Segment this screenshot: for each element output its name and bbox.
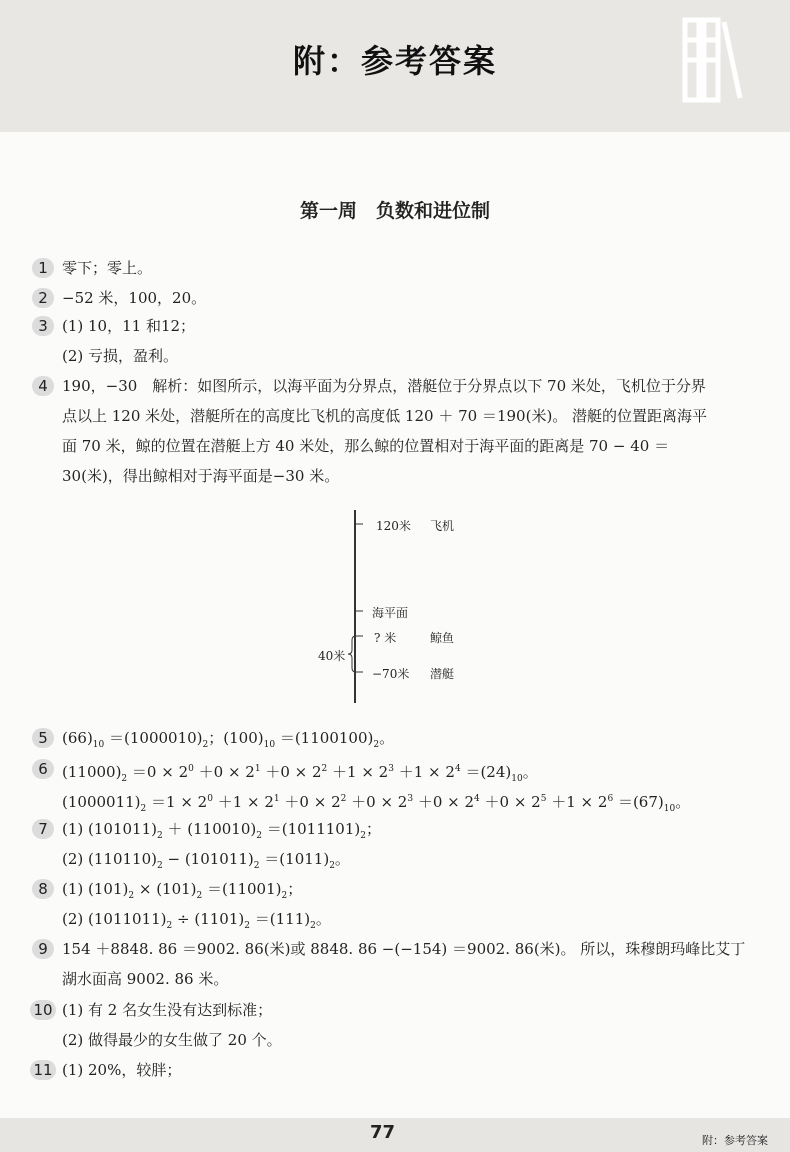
subscript: 2 — [140, 804, 147, 814]
answer-text: 。 — [334, 850, 350, 868]
subscript: 10 — [92, 740, 105, 750]
subscript: 2 — [253, 861, 260, 871]
answer-text: (1) 10，11 和12； — [62, 317, 196, 335]
answer-line — [62, 1000, 272, 1020]
subscript: 2 — [166, 921, 173, 931]
answer-line — [62, 376, 706, 396]
answer-line — [62, 406, 707, 426]
answer-text: (2) (110110) — [62, 850, 157, 868]
answer-text: (1) (101) — [62, 880, 129, 898]
subscript: 2 — [329, 861, 335, 871]
answer-text: (1) (101011) — [62, 820, 157, 838]
answer-text: ＋1 × 2 — [327, 763, 389, 781]
superscript: 2 — [321, 764, 328, 774]
answer-text: 190，−30 解析：如图所示，以海平面为分界点，潜艇位于分界点以下 70 米处，飞机位于分界 — [62, 377, 706, 395]
superscript: 4 — [454, 764, 461, 774]
answer-text: ＋0 × 2 — [260, 763, 322, 781]
answer-text: ＋0 × 2 — [346, 793, 408, 811]
answer-text: (2) (1011011) — [62, 910, 167, 928]
answer-line — [62, 789, 690, 819]
answer-line — [62, 316, 195, 336]
answer-number: 3 — [32, 316, 54, 336]
sea-level-label: 海平面 — [372, 606, 409, 620]
superscript: 3 — [407, 794, 414, 804]
subscript: 2 — [281, 891, 288, 901]
answer-text: − (101011) — [162, 850, 254, 868]
section-title: 第一周 负数和进位制 — [299, 200, 490, 222]
whale-height: ? 米 — [374, 631, 397, 645]
superscript: 6 — [607, 794, 614, 804]
answer-text: ＝(24) — [460, 763, 512, 781]
subscript: 2 — [373, 740, 380, 750]
answer-text: (2) 亏损，盈利。 — [62, 347, 179, 365]
submarine-height: −70米 — [372, 667, 410, 681]
superscript: 1 — [273, 794, 280, 804]
answer-number: 10 — [30, 1000, 56, 1020]
answer-number: 4 — [32, 376, 54, 396]
answer-text: ＝1 × 2 — [146, 793, 208, 811]
answer-text: 30(米)，得出鲸相对于海平面是−30 米。 — [62, 467, 340, 485]
answer-text: (2) 做得最少的女生做了 20 个。 — [62, 1031, 282, 1049]
answer-text: ＋0 × 2 — [193, 763, 255, 781]
subscript: 10 — [263, 740, 276, 750]
answer-line — [62, 819, 381, 846]
answer-text: ＋1 × 2 — [546, 793, 608, 811]
answer-text: (66) — [62, 729, 93, 747]
answer-text: ＝0 × 2 — [127, 763, 189, 781]
answer-text: ＝(1100100) — [275, 729, 374, 747]
answer-line — [62, 969, 228, 989]
answer-line — [62, 849, 350, 876]
plane-label: 飞机 — [430, 519, 455, 533]
answer-line — [62, 466, 339, 486]
answer-number: 1 — [32, 258, 54, 278]
answer-line — [62, 436, 669, 456]
answer-text: 154 ＋8848. 86 ＝9002. 86(米)或 8848. 86 −(−154) ＝9002. 86(米)。 所以，珠穆朗玛峰比艾丁 — [62, 940, 746, 958]
answer-text: ＋0 × 2 — [479, 793, 541, 811]
answer-text: × (101) — [134, 880, 197, 898]
answer-text: (1) 有 2 名女生没有达到标准； — [62, 1001, 273, 1019]
answer-text: ＝(1011101) — [261, 820, 361, 838]
answer-text: ＝(11001) — [202, 880, 282, 898]
answer-line — [62, 288, 206, 308]
page-number: 77 — [370, 1122, 396, 1143]
superscript: 5 — [540, 794, 547, 804]
answer-text: ＝(111) — [249, 910, 311, 928]
answer-number: 8 — [32, 879, 54, 899]
answer-line — [62, 1030, 282, 1050]
superscript: 1 — [254, 764, 261, 774]
answer-text: (11000) — [62, 763, 122, 781]
superscript: 0 — [207, 794, 213, 804]
answer-text: ＋0 × 2 — [279, 793, 341, 811]
answer-text: ＋1 × 2 — [393, 763, 455, 781]
answer-text: 湖水面高 9002. 86 米。 — [62, 970, 229, 988]
subscript: 2 — [256, 831, 262, 841]
answer-text: ＋0 × 2 — [413, 793, 475, 811]
height-diagram — [300, 505, 500, 705]
answer-number: 6 — [32, 759, 54, 779]
answer-line — [62, 1060, 181, 1080]
answer-text: 。 — [315, 910, 331, 928]
superscript: 4 — [474, 794, 480, 804]
answer-line — [62, 258, 152, 278]
subscript: 2 — [121, 774, 128, 784]
submarine-label: 潜艇 — [430, 667, 455, 681]
subscript: 2 — [128, 891, 135, 901]
superscript: 2 — [340, 794, 347, 804]
answer-number: 2 — [32, 288, 54, 308]
subscript: 2 — [156, 861, 163, 871]
answer-line — [62, 728, 394, 755]
gap-label: 40米 — [318, 649, 346, 663]
answer-text: 。 — [379, 729, 395, 747]
answer-text: 。 — [675, 793, 691, 811]
subscript: 2 — [196, 891, 203, 901]
answer-text: ＝(1000010) — [104, 729, 203, 747]
answer-text: ； — [365, 820, 381, 838]
superscript: 3 — [388, 764, 394, 774]
answer-text: 。 — [522, 763, 538, 781]
subscript: 10 — [663, 804, 676, 814]
subscript: 2 — [202, 740, 209, 750]
answer-text: ＋ (110010) — [162, 820, 257, 838]
subscript: 2 — [156, 831, 163, 841]
subscript: 2 — [360, 831, 366, 841]
answer-line — [62, 909, 331, 936]
whale-label: 鲸鱼 — [430, 631, 455, 645]
subscript: 2 — [244, 921, 250, 931]
subscript: 2 — [310, 921, 316, 931]
answer-text: −52 米，100，20。 — [62, 289, 207, 307]
answer-line — [62, 759, 538, 789]
footer-title: 附：参考答案 — [702, 1134, 768, 1147]
subscript: 10 — [511, 774, 523, 784]
page-title: 附：参考答案 — [292, 42, 497, 80]
answer-text: ＝(67) — [613, 793, 664, 811]
answer-number: 11 — [30, 1060, 56, 1080]
answer-text: (1) 20%，较胖； — [62, 1061, 182, 1079]
superscript: 0 — [188, 764, 194, 774]
answer-line — [62, 879, 302, 906]
answer-line — [62, 346, 178, 366]
answer-text: 零下；零上。 — [62, 259, 153, 277]
answer-text: ；(100) — [208, 729, 264, 747]
answer-text: (1000011) — [62, 793, 141, 811]
answer-number: 9 — [32, 939, 54, 959]
answer-text: ＝(1011) — [259, 850, 330, 868]
answer-text: ÷ (1101) — [172, 910, 245, 928]
answer-number: 5 — [32, 728, 54, 748]
answer-line — [62, 939, 745, 959]
answer-number: 7 — [32, 819, 54, 839]
answer-text: ； — [287, 880, 303, 898]
answer-text: 点以上 120 米处，潜艇所在的高度比飞机的高度低 120 ＋ 70 ＝190(米)。 潜艇的位置距离海平 — [62, 407, 708, 425]
answer-text: ＋1 × 2 — [212, 793, 274, 811]
plane-height: 120米 — [376, 519, 411, 533]
answer-text: 面 70 米，鲸的位置在潜艇上方 40 米处，那么鲸的位置相对于海平面的距离是 70 − 40 ＝ — [62, 437, 670, 455]
